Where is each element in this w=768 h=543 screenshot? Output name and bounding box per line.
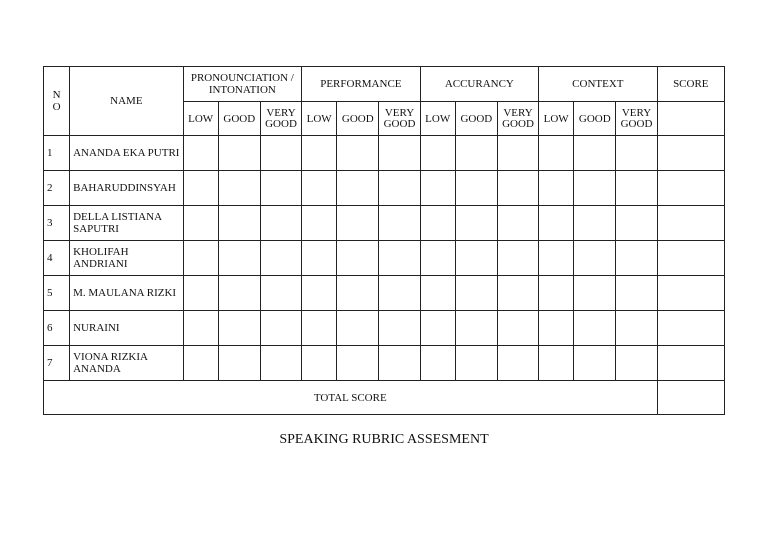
level-header-low: LOW [183, 102, 218, 136]
rating-cell[interactable] [539, 276, 574, 311]
rating-cell[interactable] [302, 171, 337, 206]
total-score-cell[interactable] [657, 381, 724, 415]
row-number: 4 [44, 241, 70, 276]
rating-cell[interactable] [616, 171, 657, 206]
rating-cell[interactable] [183, 136, 218, 171]
rating-cell[interactable] [497, 206, 538, 241]
rating-cell[interactable] [260, 241, 301, 276]
student-rows [44, 136, 725, 381]
table-row [44, 311, 725, 346]
rating-cell[interactable] [420, 136, 455, 171]
rating-cell[interactable] [337, 206, 379, 241]
rating-cell[interactable] [497, 171, 538, 206]
rating-cell[interactable] [302, 136, 337, 171]
score-cell[interactable] [657, 136, 724, 171]
rating-cell[interactable] [183, 206, 218, 241]
rating-cell[interactable] [379, 206, 420, 241]
rating-cell[interactable] [420, 346, 455, 381]
level-header-low: LOW [302, 102, 337, 136]
rating-cell[interactable] [497, 241, 538, 276]
rating-cell[interactable] [455, 346, 497, 381]
row-number: 5 [44, 276, 70, 311]
document-caption: SPEAKING RUBRIC ASSESMENT [279, 432, 489, 447]
col-header-name: NAME [70, 67, 183, 136]
rating-cell[interactable] [574, 171, 616, 206]
rating-cell[interactable] [616, 241, 657, 276]
rating-cell[interactable] [337, 136, 379, 171]
rating-cell[interactable] [379, 276, 420, 311]
rating-cell[interactable] [455, 311, 497, 346]
rating-cell[interactable] [574, 241, 616, 276]
rating-cell[interactable] [337, 276, 379, 311]
rating-cell[interactable] [455, 136, 497, 171]
rating-cell[interactable] [260, 206, 301, 241]
level-header-good: GOOD [218, 102, 260, 136]
rating-cell[interactable] [260, 311, 301, 346]
rating-cell[interactable] [539, 171, 574, 206]
table-row [44, 346, 725, 381]
rating-cell[interactable] [260, 171, 301, 206]
rating-cell[interactable] [183, 171, 218, 206]
table-row [44, 276, 725, 311]
level-header-good: GOOD [455, 102, 497, 136]
row-number: 3 [44, 206, 70, 241]
table-row [44, 171, 725, 206]
rating-cell[interactable] [302, 311, 337, 346]
student-name: VIONA RIZKIA ANANDA [70, 346, 183, 381]
rating-cell[interactable] [420, 311, 455, 346]
row-number: 7 [44, 346, 70, 381]
level-header-very-good: VERY GOOD [260, 102, 301, 136]
no-header-label: N O [52, 89, 61, 113]
rating-cell[interactable] [379, 346, 420, 381]
level-header-good: GOOD [337, 102, 379, 136]
rating-cell[interactable] [497, 311, 538, 346]
col-header-score: SCORE [657, 67, 724, 102]
rating-cell[interactable] [218, 276, 260, 311]
rating-cell[interactable] [574, 136, 616, 171]
rating-cell[interactable] [616, 346, 657, 381]
level-header-low: LOW [420, 102, 455, 136]
level-header-low: LOW [539, 102, 574, 136]
score-cell[interactable] [657, 206, 724, 241]
level-header-good: GOOD [574, 102, 616, 136]
rating-cell[interactable] [302, 276, 337, 311]
rating-cell[interactable] [616, 311, 657, 346]
rating-cell[interactable] [420, 206, 455, 241]
rating-cell[interactable] [497, 346, 538, 381]
student-name: M. MAULANA RIZKI [70, 276, 183, 311]
rating-cell[interactable] [574, 311, 616, 346]
score-subheader-blank [657, 102, 724, 136]
rating-cell[interactable] [455, 206, 497, 241]
rating-cell[interactable] [302, 241, 337, 276]
rating-cell[interactable] [539, 136, 574, 171]
rating-cell[interactable] [260, 346, 301, 381]
rating-cell[interactable] [379, 136, 420, 171]
rating-cell[interactable] [455, 171, 497, 206]
rating-cell[interactable] [497, 136, 538, 171]
score-cell[interactable] [657, 311, 724, 346]
rating-cell[interactable] [337, 241, 379, 276]
table-row [44, 241, 725, 276]
rating-cell[interactable] [539, 346, 574, 381]
level-header-very-good: VERY GOOD [497, 102, 538, 136]
level-header-very-good: VERY GOOD [379, 102, 420, 136]
rating-cell[interactable] [183, 311, 218, 346]
table-row [44, 206, 725, 241]
rubric-table [43, 66, 725, 415]
table-row [44, 136, 725, 171]
rating-cell[interactable] [616, 206, 657, 241]
rating-cell[interactable] [337, 311, 379, 346]
rating-cell[interactable] [218, 346, 260, 381]
rating-cell[interactable] [539, 311, 574, 346]
col-header-no [44, 67, 70, 136]
student-name: ANANDA EKA PUTRI [70, 136, 183, 171]
student-name: DELLA LISTIANA SAPUTRI [70, 206, 183, 241]
group-header-performance: PERFORMANCE [302, 67, 421, 102]
rating-cell[interactable] [574, 276, 616, 311]
rating-cell[interactable] [574, 206, 616, 241]
rating-cell[interactable] [218, 136, 260, 171]
rating-cell[interactable] [337, 171, 379, 206]
rating-cell[interactable] [379, 311, 420, 346]
header-row-groups [44, 67, 725, 102]
score-cell[interactable] [657, 171, 724, 206]
student-name: BAHARUDDINSYAH [70, 171, 183, 206]
student-name: KHOLIFAH ANDRIANI [70, 241, 183, 276]
row-number: 1 [44, 136, 70, 171]
group-header-context: CONTEXT [539, 67, 658, 102]
row-number: 6 [44, 311, 70, 346]
group-header-pronunciation: PRONOUNCIATION / INTONATION [183, 67, 302, 102]
rating-cell[interactable] [218, 311, 260, 346]
rating-cell[interactable] [379, 171, 420, 206]
rating-cell[interactable] [218, 206, 260, 241]
rating-cell[interactable] [497, 276, 538, 311]
rating-cell[interactable] [420, 241, 455, 276]
rating-cell[interactable] [337, 346, 379, 381]
rating-cell[interactable] [183, 241, 218, 276]
score-cell[interactable] [657, 276, 724, 311]
row-number: 2 [44, 171, 70, 206]
rating-cell[interactable] [379, 241, 420, 276]
total-row [44, 381, 725, 415]
rating-cell[interactable] [616, 276, 657, 311]
rating-cell[interactable] [455, 276, 497, 311]
total-score-label: TOTAL SCORE [44, 381, 658, 415]
rating-cell[interactable] [260, 136, 301, 171]
rating-cell[interactable] [260, 276, 301, 311]
rating-cell[interactable] [616, 136, 657, 171]
rating-cell[interactable] [455, 241, 497, 276]
rating-cell[interactable] [183, 346, 218, 381]
score-cell[interactable] [657, 346, 724, 381]
rating-cell[interactable] [539, 241, 574, 276]
student-name: NURAINI [70, 311, 183, 346]
level-header-very-good: VERY GOOD [616, 102, 657, 136]
rating-cell[interactable] [574, 346, 616, 381]
rating-cell[interactable] [218, 241, 260, 276]
score-cell[interactable] [657, 241, 724, 276]
rating-cell[interactable] [539, 206, 574, 241]
rating-cell[interactable] [183, 276, 218, 311]
group-header-accuracy: ACCURANCY [420, 67, 538, 102]
rating-cell[interactable] [420, 276, 455, 311]
rating-cell[interactable] [302, 346, 337, 381]
rating-cell[interactable] [218, 171, 260, 206]
rating-cell[interactable] [302, 206, 337, 241]
rating-cell[interactable] [420, 171, 455, 206]
